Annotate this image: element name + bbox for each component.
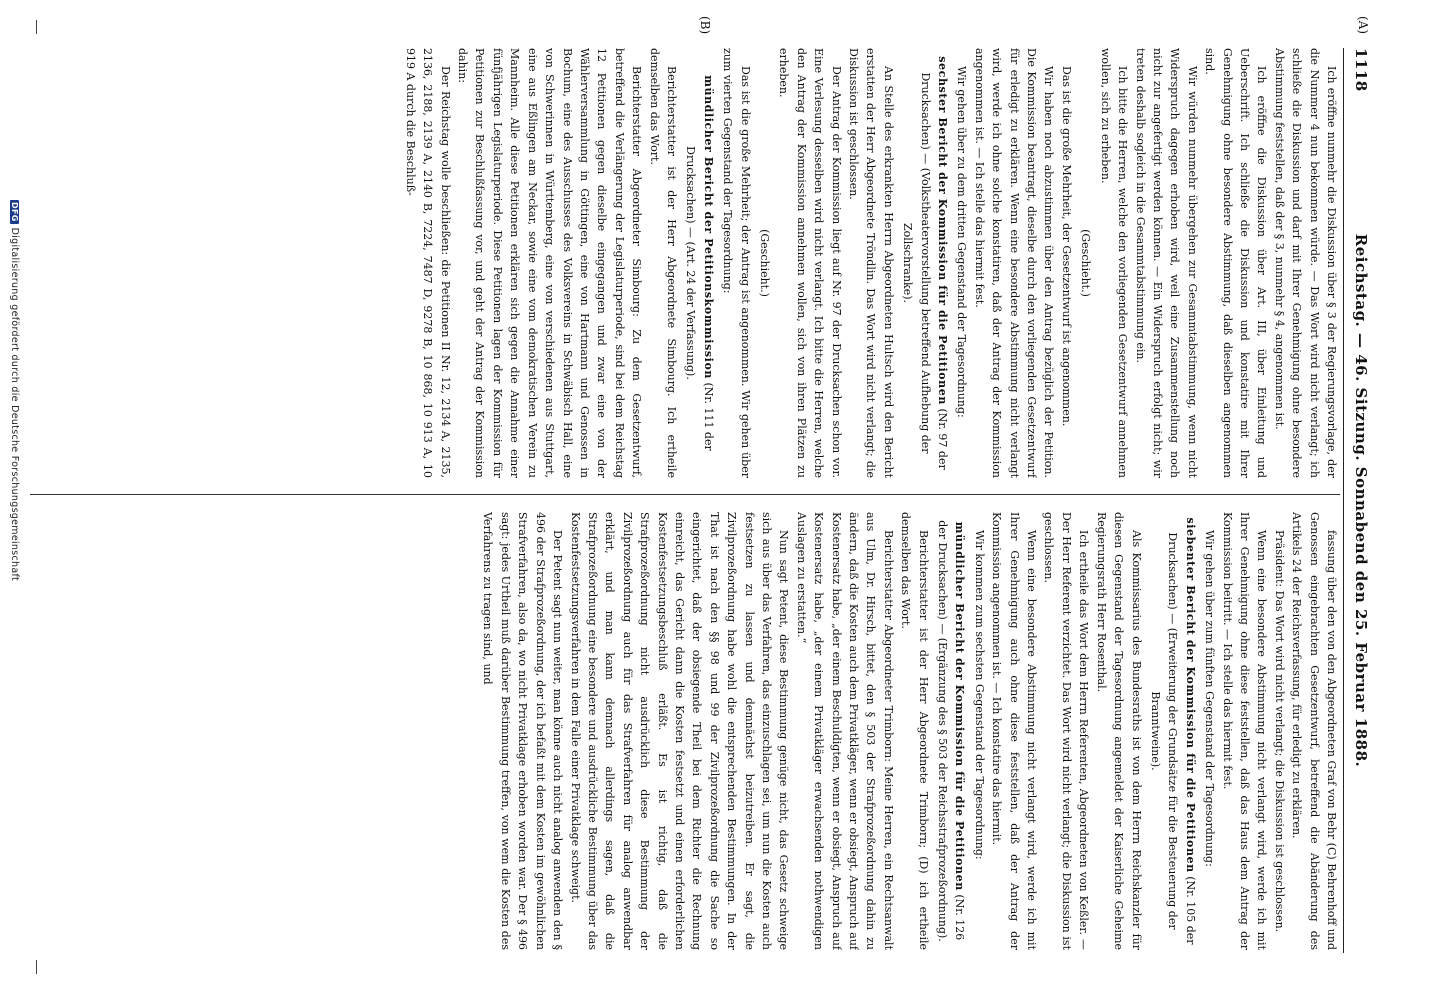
paragraph-text: (Nr. 126 der Drucksachen) — (Ergänzung des § 503 der Reichsstrafprozeßordnung). [936, 520, 967, 942]
paragraph-text: Der Petent sagt nun weiter, man könne auch nicht analog anwenden den § 496 der Strafprozeßordnung, der ich befaßt mit dem Kosten im gewöhnlichen Strafverfahren, also da, wo nicht Privatklage erhoben worden war. Der § 496 sagt: jedes Urtheil muß darüber Bestimmung treffen, von wem die Kosten des Verfahrens zu tragen sind, und [481, 512, 565, 950]
paragraph-text: Berichterstatter Abgeordneter Trimborn: Meine Herren, ein Rechtsanwalt aus Ulm, Dr. Hirsch, bittet, den § 503 der Strafprozeßordnung dahin zu ändern, daß die Kosten auch dem Privatkläger, wenn er obsiegt, Anspruch auf Kostenersatz habe, „der einem Beschuldigten, wenn er obsiegt, Anspruch auf Kostenersatz habe, „der einem Privatkläger erwachsenden nothwendigen Auslagen zu erstatten.“ [794, 512, 895, 950]
paragraph-text: (Nr. 111 der Drucksachen) — (Art. 24 der Verfassung). [684, 146, 715, 451]
paragraph-text: Präsident: Das Wort wird nicht verlangt; die Diskussion ist geschlossen. [1272, 530, 1286, 933]
centered-paragraph [934, 512, 969, 950]
paragraph [988, 512, 1040, 950]
paragraph [775, 48, 845, 478]
paragraph [792, 512, 896, 950]
page-number: 1118 [1352, 48, 1370, 92]
paragraph [1218, 512, 1270, 950]
margin-mark-b: (B) [698, 16, 712, 35]
paragraph-text: fassung über den von den Abgeordneten Graf von Behr (C) Behrenhoff und Genossen eingebrachten Gesetzentwurf, betreffend die Abänderung des Artikels 24 der Reichsverfassung, für erledigt zu erklären. [1290, 512, 1338, 950]
paragraph-text: Wir gehen über zu dem dritten Gegenstand der Tagesordnung: [955, 66, 969, 418]
paragraph-text: Das ist die große Mehrheit, der Gesetzentwurf ist angenommen. [1059, 66, 1073, 427]
paragraph [566, 512, 792, 950]
paragraph [970, 48, 1057, 478]
paragraph-text: Das ist die große Mehrheit; der Antrag ist angenommen. Wir gehen über zum vierten Gegenstand der Tagesordnung: [721, 48, 752, 478]
paragraph-text: Berichterstatter ist der Herr Abgeordnete Trimborn; (D) ich ertheile demselben das Wort. [899, 512, 930, 950]
footer-credit [6, 200, 20, 980]
paragraph-text: (Nr. 97 der Drucksachen) — (Volkstheatervorstellung betreffend Aufhebung der Zollschranke). [901, 72, 950, 470]
paragraph-text: Ich ertheile das Wort dem Herrn Referenten, Abgeordneten von Keßler. — Der Herr Referent verzichtet. Das Wort wird nicht verlangt; die Diskussion ist geschlossen. [1042, 512, 1091, 950]
agenda-item-heading: mündlicher Bericht der Petitionskommission [701, 75, 715, 379]
paragraph-text: An Stelle des erkrankten Herrn Abgeordneten Hultsch wird den Bericht erstatten der Herr Abgeordnete Tröndlin. Das Wort wird nicht verlangt; die Diskussion ist geschlossen. [847, 48, 895, 478]
paragraph [845, 48, 897, 478]
paragraph [1201, 512, 1218, 950]
page-header [1348, 48, 1370, 953]
paragraph-text: (Nr. 105 der Drucksachen) — (Erweiterung der Grundsätze für die Besteuerung der Branntweine). [1148, 532, 1197, 945]
paragraph [1288, 512, 1340, 950]
paragraph [897, 512, 932, 950]
dfg-logo: DFG [10, 202, 19, 222]
paragraph-text: Wenn eine besondere Abstimmung nicht verlangt wird, werde ich mit Ihrer Genehmigung auch ohne diese feststellen, daß der Antrag der Kommission angenommen ist. — Ich konstatire das hiermit. [990, 512, 1039, 950]
paragraph-text: Berichterstatter Abgeordneter Simbourg: Zu dem Gesetzentwurf, betreffend die Verlängerung der Legislaturperiode, sind bei dem Reichstag 12 Petitionen gegen dieselbe eingegangen und zwar eine von der Wählerversammlung in Göttingen, eine von Hartmann und Genossen in Bochum, eine des Ausschusses des Volksvereins in Schwäbisch Hall, eine von Schwerinnen in Württemberg, eine von verschiedenen aus Stuttgart, eine aus Eßlingen am Neckar, sowie eine vom demokratischen Verein zu Mannheim. Alle diese Petitionen erklären sich gegen die Annahme einer fünfjährigen Legislaturperiode. Diese Petitionen lagen der Kommission für Petitionen zur Beschlußfassung vor, und geht der Antrag der Kommission dahin: [456, 48, 644, 478]
paragraph [1270, 48, 1340, 478]
paragraph [1201, 48, 1271, 478]
paragraph-text: Ich bitte die Herren, welche den vorliegenden Gesetzentwurf annehmen wollen, sich zu erheben. [1098, 48, 1130, 478]
centered-paragraph [1147, 512, 1199, 950]
paragraph [1058, 48, 1075, 478]
paragraph-text: (Geschieht.) [1079, 229, 1093, 297]
paragraph [479, 512, 566, 950]
paragraph-text: Ich eröffne die Diskussion über Art. III, über Einleitung und Ueberschrift. Ich schließe die Diskussion und konstatire mit Ihrer Genehmigung ohne besondere Abstimmung, daß dieselben angenommen sind. [1203, 48, 1269, 478]
paragraph [1040, 512, 1092, 950]
column-divider [30, 494, 1340, 495]
paragraph-text: Der Reichstag wolle beschließen: die Petitionen II Nr. 12, 2134 A, 2135, 2136, 2188, 2139 A, 2140 B, 7224, 7487 D, 9278 B, 10 868, 10 913 A, 10 919 A durch die Beschluß- [403, 48, 452, 478]
running-title: Reichstag. — 46. Sitzung. Sonnabend den 25. Februar 1888. [1352, 233, 1370, 768]
paragraph-text: Wir würden nunmehr übergehen zur Gesammtabstimmung, wenn nicht Widerspruch dagegen erhoben wird, weil eine Zusammenstellung noch nicht zur angefertigt werden können. — Ein Widerspruch erfolgt nicht; wir treten deshalb sogleich in die Gesammtabstimmung ein. [1133, 48, 1199, 478]
footer-text: Digitalisierung gefördert durch die Deutsche Forschungsgemeinschaft [9, 227, 20, 581]
paragraph [970, 512, 987, 950]
paragraph [454, 48, 645, 478]
paragraph-text: Der Antrag der Kommission liegt auf Nr. 97 der Drucksachen schon vor. Eine Verlesung desselben wird nicht verlangt. Ich bitte die Herren, welche den Antrag der Kommission annehmen wollen, sich von ihren Plätzen zu erheben. [777, 48, 843, 478]
agenda-item-heading: siebenter Bericht der Kommission für die Petitionen [1183, 517, 1197, 873]
paragraph [645, 48, 680, 478]
paragraph-text: Berichterstatter ist der Herr Abgeordnete Simbourg. Ich ertheile demselben das Wort. [647, 48, 678, 478]
centered-paragraph [682, 48, 717, 478]
paragraph [1092, 512, 1144, 950]
paragraph [1131, 48, 1201, 478]
left-column [30, 48, 1340, 478]
header-rule [1343, 48, 1344, 953]
paragraph-text: Als Kommissarius des Bundesraths ist von dem Herrn Reichskanzler für diesen Gegenstand der Tagesordnung angemeldet der Kaiserliche Geheime Regierungsrath Herr Rosenthal. [1094, 512, 1143, 950]
paragraph [953, 48, 970, 478]
paragraph [1270, 512, 1287, 950]
paragraph-text: Nun sagt Petent, diese Bestimmung genüge nicht, das Gesetz schweige sich aus über das Verfahren, das einzuschlagen sei, um nun die Kosten auch festsetzen zu lassen und demnächst beizutreiben. Er sagt, die Zivilprozeßordnung habe wohl die entsprechenden Bestimmungen. In der That ist nach den §§ 98 und 99 der Zivilprozeßordnung die Sache so eingerichtet, daß der obsiegende Theil bei dem Richter die Rechnung einreicht, das Gericht dann die Kosten festsetzt und einen erforderlichen Kostenfestsetzungsbeschluß erläßt. Es ist richtig, daß die Strafprozeßordnung nicht ausdrücklich diese Bestimmung der Zivilprozeßordnung auch für das Strafverfahren für analog anwendbar erklärt, und man kann demnach allerdings sagen, daß die Strafprozeßordnung eine besondere und ausdrückliche Bestimmung über das Kostenfestsetzungsverfahren in dem Falle einer Privatklage schweigt. [568, 512, 791, 950]
centered-paragraph [756, 48, 773, 478]
paragraph-text: (Geschieht.) [758, 229, 771, 297]
paragraph-text: Wir gehen über zum fünften Gegenstand der Tagesordnung: [1203, 530, 1217, 867]
centered-paragraph [899, 48, 951, 478]
edge-mark [36, 20, 37, 34]
paragraph [401, 48, 453, 478]
margin-mark-a: (A) [1356, 16, 1370, 35]
paragraph [1096, 48, 1131, 478]
agenda-item-heading: mündlicher Bericht der Kommission für die Petitionen [953, 521, 967, 891]
paragraph-text: Wenn eine besondere Abstimmung nicht verlangt wird, werde ich mit Ihrer Genehmigung ohne diese feststellen, daß das Haus dem Antrag der Kommission beitritt. — Ich stelle das hiermit fest. [1220, 512, 1269, 950]
paragraph-text: Wir kommen zum sechsten Gegenstand der Tagesordnung: [972, 530, 986, 860]
agenda-item-heading: sechster Bericht der Kommission für die Petitionen [936, 56, 950, 405]
paragraph-text: Ich eröffne nunmehr die Diskussion über § 3 der Regierungsvorlage, der die Nummer 4 nun bekommen würde. — Das Wort wird nicht verlangt; ich schließe die Diskussion und darf mit Ihrer Genehmigung ohne besondere Abstimmung feststellen, daß der § 3, nunmehr § 4, angenommen ist. [1272, 48, 1338, 478]
paragraph-text: Wir haben noch abzustimmen über den Antrag bezüglich der Petition. Die Kommission beantragt, dieselbe durch den vorliegenden Gesetzentwurf für erledigt zu erklären. Wenn eine besondere Abstimmung nicht verlangt wird, werde ich ohne solche konstatiren, daß der Antrag der Kommission angenommen ist. — Ich stelle das hiermit fest. [972, 48, 1056, 478]
centered-paragraph [1077, 48, 1094, 478]
edge-mark [36, 960, 37, 974]
right-column [30, 512, 1340, 950]
paragraph [719, 48, 754, 478]
